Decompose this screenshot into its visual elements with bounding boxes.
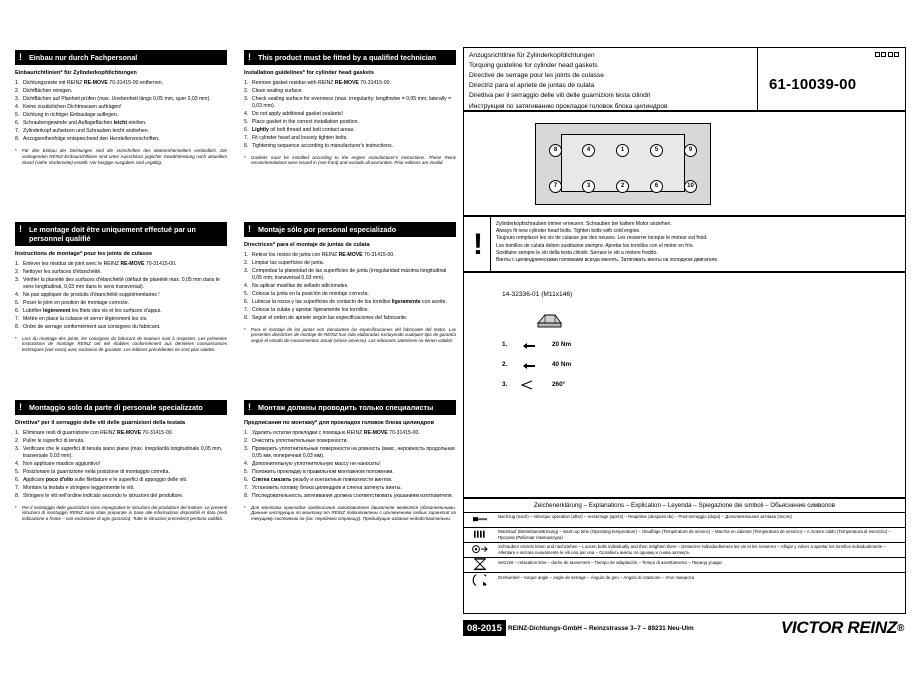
gasket-code: 14-32336-01 (M11x146) (502, 291, 573, 298)
step-item: Stringere le viti nell'ordine indicato secondo le istruzioni del produttore. (23, 492, 184, 499)
bolt-marker: 4 (582, 144, 595, 157)
panel-header-label: Монтаж должны проводить только специалисты (258, 403, 434, 412)
bolt-marker: 2 (616, 180, 629, 193)
warning-line-ru: Винты с цилиндрическими головками всегда менять. Затягивать винты на холодном двигателе. (496, 257, 719, 264)
exclamation-icon: ! (248, 224, 251, 234)
brand-logo: VICTOR REINZ® (780, 618, 904, 637)
step-item: Nettoyer les surfaces d'étanchéité. (23, 269, 102, 276)
step-item: Retirar los restos de junta con REINZ RE-MOVE 70-31415-00. (252, 252, 395, 259)
angle-icon (520, 380, 534, 390)
step-item: Lubrifier légèrement les filets des vis et les surfaces d'appui. (23, 307, 162, 314)
step-item: Дополнительную уплотнительную массу не наносить! (252, 460, 381, 467)
step-item: Ne pas appliquer de produits d'étanchéité supplémentaires ! (23, 291, 160, 298)
panel-header-es (244, 222, 456, 237)
panel-header-label: Einbau nur durch Fachpersonal (29, 53, 138, 62)
panel-header-it (15, 400, 227, 415)
title-languages (469, 51, 749, 112)
panel-footnote-ru: * Для монтажа прокладок предписания изготовителя двигателя являются обязательными. Данные инструкции по монтажу от REINZ подготовлены с исключением любых гарантий по текущему состоянию на (см. переднюю страницу). Предыдущие издания недействительны. (244, 504, 456, 522)
legend-row-text: Nachzug (nach) – nétorque operation (after) – resserrage (après) – Reapriete (después de) – Post-serraggio (dopo) – Дополнительная затяжка (после) (498, 514, 792, 519)
warning-line-de: Zylinderkopfschrauben immer erneuern. Schrauben bei kaltem Motor anziehen. (496, 220, 672, 227)
torque-step-2 (502, 361, 507, 368)
step-item: Remove gasket residue with REINZ RE-MOVE 70-31415-00. (252, 80, 391, 87)
panel-header-en (244, 50, 456, 65)
bolt-marker: 1 (616, 144, 629, 157)
warning-line-it: Sostituire sempre le viti della testa cilindri. Serrare le viti a motore freddo. (496, 250, 658, 257)
warning-text (496, 221, 901, 265)
panel-header-fr (15, 222, 227, 246)
legend-row-text: Setzzeit – relaxation time – durée de tassement – Tiempo de adaptación – Tempo di assettamento – Период усадки (498, 559, 722, 565)
legend-block (463, 498, 906, 614)
exclamation-icon: ! (19, 52, 22, 62)
step-item: No aplicar masillas de sellado adicionales. (252, 282, 349, 289)
step-item: Очистить уплотнительные поверхности. (252, 438, 348, 445)
title-en: Torquing guideline for cylinder head gaskets (469, 61, 598, 69)
panel-header-label: Montaje sólo por personal especializado (258, 225, 397, 234)
torque-step-3 (502, 381, 507, 388)
step-item: Dichtungsreste mit REINZ RE-MOVE 70-31415-00 entfernen. (23, 80, 164, 87)
relaxation-icon (466, 558, 494, 572)
warning-line-en: Always fit new cylinder head bolts. Tighten bolts with cold engine. (496, 227, 641, 234)
step-item: Tightening sequence according to manufacturer's instructions. (252, 142, 394, 149)
asterisk-marker: * (244, 504, 246, 510)
step-list-ru (244, 430, 456, 499)
step-item: Applicare poco d'olio sulle filettature e le superfici di appoggio delle viti. (23, 476, 188, 483)
torque-step-number: 1. (502, 341, 508, 348)
step-list-es (244, 252, 456, 321)
angle-icon (466, 574, 494, 587)
title-es: Directriz para el apriete de juntas de culata (469, 82, 595, 90)
step-item: Mettre en place la culasse et serrer légèrement les vis. (23, 315, 148, 322)
legend-row (464, 513, 905, 528)
step-item: Lubricar la rosca y las superficies de contacto de los tornillos ligeramente con aceite. (252, 298, 447, 305)
panel-footnote-it: * Per il montaggio delle guarnizioni sono impegnative le istruzioni del produttore del motore. Le presenti istruzioni di montaggio REINZ sono state preparate in base alle informazioni disponibili in data (vedi indicazione a fronte – con esclusione di ogni garanzia). Tutte le istruzioni precedenti perdono validità. (15, 504, 227, 522)
instruction-panel-ru (244, 400, 456, 522)
legend-row-text: Schrauben einzeln lösen und nachziehen – Loosen bolts individually and then retighten them – Desserrer individuellement les vis et les resserrer – Aflojar y volver a apretar los tornillos individualmente – Allentare e serrare nuovamente le viti una per una – Ослабить винты по одному и снова затянуть (498, 544, 886, 555)
panel-footnote-es: * Para el montaje de las juntas son vinculantes las especificaciones del fabricante del motor. Las presentes directrices de montaje de REINZ han sido elaboradas excluyendo cualquier tipo de garantía según el estado de conocimientos actual (véase anverso). Las ediciones anteriores no tienen validez. (244, 326, 456, 344)
bolt-marker: 5 (650, 144, 663, 157)
torque-step-number: 3. (502, 381, 508, 388)
warning-line-fr: Toujours remplacer les vis de culasse par des neuves. Les resserrer lorsque le moteur est froid. (496, 235, 708, 242)
step-item: Seguir el orden de apriete según las especificaciones del fabricante. (252, 314, 408, 321)
exclamation-icon: ! (19, 224, 22, 234)
step-item: Colocar la culata y apretar ligeramente los tornillos. (252, 306, 369, 313)
instruction-panel-en (244, 50, 456, 166)
wrench-icon (522, 361, 536, 371)
step-item: Colocar la junta en la posición de montaje correcta. (252, 290, 369, 297)
instruction-panel-fr (15, 222, 227, 353)
asterisk-marker: * (244, 326, 246, 332)
step-item: Schraubengewinde und Auflageflächen leicht einölen. (23, 119, 147, 126)
bolt-marker: 3 (582, 180, 595, 193)
date-code: 08-2015 (463, 620, 506, 636)
part-number: 61-10039-00 (769, 76, 857, 93)
bolt-marker: 9 (684, 144, 697, 157)
step-item: Posizionare la guarnizione nella posizione di montaggio corretta. (23, 468, 170, 475)
legend-row-text: Warmlauf (Betriebserwärmung) – warm up time (Operating temperature) – chauffage (Température de service) – Marcha en caliente (Temperatura de servicio) – A motore caldo (Temperatura di esercizio) – Прогрев (Рабочая температура) (498, 529, 891, 540)
step-item: Ordre de serrage conformément aux consignes du fabricant. (23, 323, 161, 330)
step-item: Limpiar las superficies de junta. (252, 260, 325, 267)
step-item: Place gasket in the correct installation position. (252, 118, 359, 125)
step-item: Слегка смазать резьбу и контактные поверхности винтов. (252, 476, 393, 483)
step-item: Clean sealing surface. (252, 88, 303, 95)
torque-step-number: 2. (502, 361, 508, 368)
title-block (463, 47, 906, 111)
torque-step-1 (502, 341, 507, 348)
step-item: Non applicare mastice aggiuntivo! (23, 460, 101, 467)
instruction-panel-de (15, 50, 227, 165)
legend-row-text: Drehwinkel – torque angle – angle de serrage – Ángulo de giro – Angolo di rotazione – Угол поворота (498, 574, 694, 580)
step-item: Comprobar la planeidad de las superficies de junta (irregularidad máxima longitudinal 0,05 mm; transversal 0,03 mm). (252, 268, 447, 281)
step-item: Do not apply additional gasket sealants! (252, 110, 343, 117)
title-it: Direttiva per il serraggio delle viti delle guarnizioni testa cilindri (469, 92, 651, 100)
marker-boxes (875, 52, 900, 57)
title-divider (757, 48, 758, 112)
step-item: Lightly oil bolt thread and bolt contact areas. (252, 126, 355, 133)
step-item: Vérifier la planéité des surfaces d'étanchéité (défaut de planéité max. 0,05 mm dans le sens longitudinal, 0,03 mm dans le sens transversal). (23, 277, 220, 290)
legend-rows (464, 513, 905, 589)
torque-spec-block (463, 272, 906, 498)
title-de: Anzugsrichtlinie für Zylinderkopfdichtungen (469, 51, 595, 59)
panel-header-label: Le montage doit être uniquement effectué par un personnel qualifié (29, 225, 196, 243)
panel-subheader-ru: Предписания по монтажу* для прокладок головок блока цилиндров (244, 420, 435, 426)
warning-line-es: Los tornillos de culata deben sustituirse siempre. Apretar los tornillos con el motor en frío. (496, 242, 694, 249)
step-item: Fit cylinder head and loosely tighten bolts. (252, 134, 348, 141)
step-list-fr (15, 261, 227, 330)
panel-subheader-es: Directrices* para el montaje de juntas de culata (244, 242, 370, 248)
screw-icon (466, 514, 494, 526)
step-list-it (15, 430, 227, 499)
legend-row (464, 543, 905, 558)
panel-footnote-de: * Für den Einbau der Dichtungen sind die Vorschriften des Motorenherstellers verbindlich. Die vorliegenden REINZ-Einbaurichtlinien sind unter Ausschluss jeglicher Gewährleistung nach aktuellem Stand (siehe Vorderseite) erstellt. Vor hergige Ausgaben sind ungültig. (15, 147, 227, 165)
exclamation-icon: ! (19, 402, 22, 412)
step-item: Удалить остатки прокладки с помощью REINZ RE-MOVE 70-31415-00. (252, 430, 420, 437)
bolt-marker: 10 (684, 180, 697, 193)
step-item: Verificare che le superfici di tenuta siano piane (max. irregolarità longitudinale 0,05 mm, trasversale 0,03 mm). (23, 446, 223, 459)
page-footer (463, 620, 906, 648)
step-item: Anzugsreihenfolge entsprechend den Herstellervorschriften. (23, 135, 160, 142)
step-item: Poser le joint en position de montage correcte. (23, 299, 130, 306)
panel-header-label: Montaggio solo da parte di personale specializzato (29, 403, 203, 412)
title-ru: Инструкция по затягиванию прокладок головок блока цилиндров (469, 102, 668, 110)
asterisk-marker: * (15, 147, 17, 153)
panel-footnote-en: * Gaskets must be installed according to the engine manufacturer's instructions. These Reinz recommendations were issued in (see front) and exclude all warranties. Prior editions are invalid. (244, 154, 456, 166)
legend-title: Zeichenerklärung – Explanations – Explication – Leyenda – Spiegazione dei simboli – Обьяснение символов (464, 499, 905, 513)
step-item: Keine zusätzlichen Dichtmassen aufträgen! (23, 104, 122, 111)
title-fr: Directive de serrage pour les joints de culasse (469, 71, 604, 79)
exclamation-icon: ! (248, 402, 251, 412)
company-address: REINZ-Dichtungs-GmbH – Reinzstrasse 3–7 – 89231 Neu-Ulm (508, 624, 694, 632)
panel-header-label: This product must be fitted by a qualified technician (258, 53, 437, 62)
step-item: Dichtflächen reinigen. (23, 88, 73, 95)
asterisk-marker: * (15, 504, 17, 510)
torque-value-2: 40 Nm (552, 361, 572, 368)
asterisk-marker: * (15, 335, 17, 341)
panel-subheader-it: Direttiva* per il serraggio delle viti delle guarnizioni della testata (15, 420, 186, 426)
warning-block (463, 216, 906, 272)
step-item: Eliminare resti di guarnizione con REINZ RE-MOVE 70-31415-00. (23, 430, 174, 437)
step-item: Dichtflächen auf Planheit prüfen (max. Unebenheit längs 0,05 mm, quer 0,03 mm). (23, 96, 211, 103)
panel-subheader-en: Installation guidelines* for cylinder head gaskets (244, 70, 374, 76)
step-item: Установить головку блока цилиндров и слегка затянуть винты. (252, 484, 402, 491)
panel-footnote-fr: * Lors du montage des joints, les consignes du fabricant de moteurs sont à respecter. Les présentes instructions de montage REINZ ont été établies conformément aux dernières connaissances techniques (voir recto) avec exclusion de garantie. Les éditions précédentes ne sont plus valides. (15, 335, 227, 353)
bolt-marker: 8 (549, 144, 562, 157)
panel-subheader-fr: Instructions de montage* pour les joints de culasse (15, 251, 153, 257)
panel-header-ru (244, 400, 456, 415)
step-item: Положить прокладку в правильном монтажном положении. (252, 468, 394, 475)
torque-value-1: 20 Nm (552, 341, 572, 348)
warning-icon-cell (464, 217, 491, 273)
torque-value-3: 260° (552, 381, 566, 388)
step-list-en (244, 80, 456, 149)
instruction-panel-es (244, 222, 456, 344)
step-item: Montare la testata e stringere leggermente le viti. (23, 484, 135, 491)
step-item: Enlever les résidus de joint avec le REINZ RE-MOVE 70-31415-00. (23, 261, 177, 268)
bolt-sequence-icon (466, 544, 494, 557)
step-item: Check sealing surface for evenness (max. irregularity: lengthwise = 0,05 mm; laterally = 0,03 mm). (252, 96, 452, 109)
bolt-sequence-diagram (463, 111, 906, 216)
step-item: Dichtung in richtiger Einbaulage auflegen. (23, 112, 119, 119)
exclamation-icon: ! (248, 52, 251, 62)
panel-subheader-de: Einbaurichtlinien* für Zylinderkopfdichtungen (15, 70, 137, 76)
asterisk-marker: * (244, 154, 246, 160)
exclamation-icon: ! (473, 228, 483, 261)
temperature-icon (466, 528, 494, 541)
step-item: Zylinderkopf aufsetzen und Schrauben leicht andrehen. (23, 127, 150, 134)
step-item: Последовательность затягивания должна соответствовать указаниям изготовителя. (252, 492, 453, 499)
legend-row (464, 558, 905, 573)
panel-header-de (15, 50, 227, 65)
instruction-panel-it (15, 400, 227, 522)
bolt-marker: 7 (549, 180, 562, 193)
legend-row (464, 573, 905, 588)
wrench-icon (522, 341, 536, 351)
step-list-de (15, 80, 227, 142)
bolt-icon (534, 309, 564, 331)
step-item: Проверить уплотнительные поверхности на ровность (макс. неровность продольная 0,05 мм, поперечная 0,03 мм). (252, 446, 455, 459)
bolt-marker: 6 (650, 180, 663, 193)
step-item: Pulire le superfici di tenuta. (23, 438, 85, 445)
legend-row (464, 528, 905, 543)
